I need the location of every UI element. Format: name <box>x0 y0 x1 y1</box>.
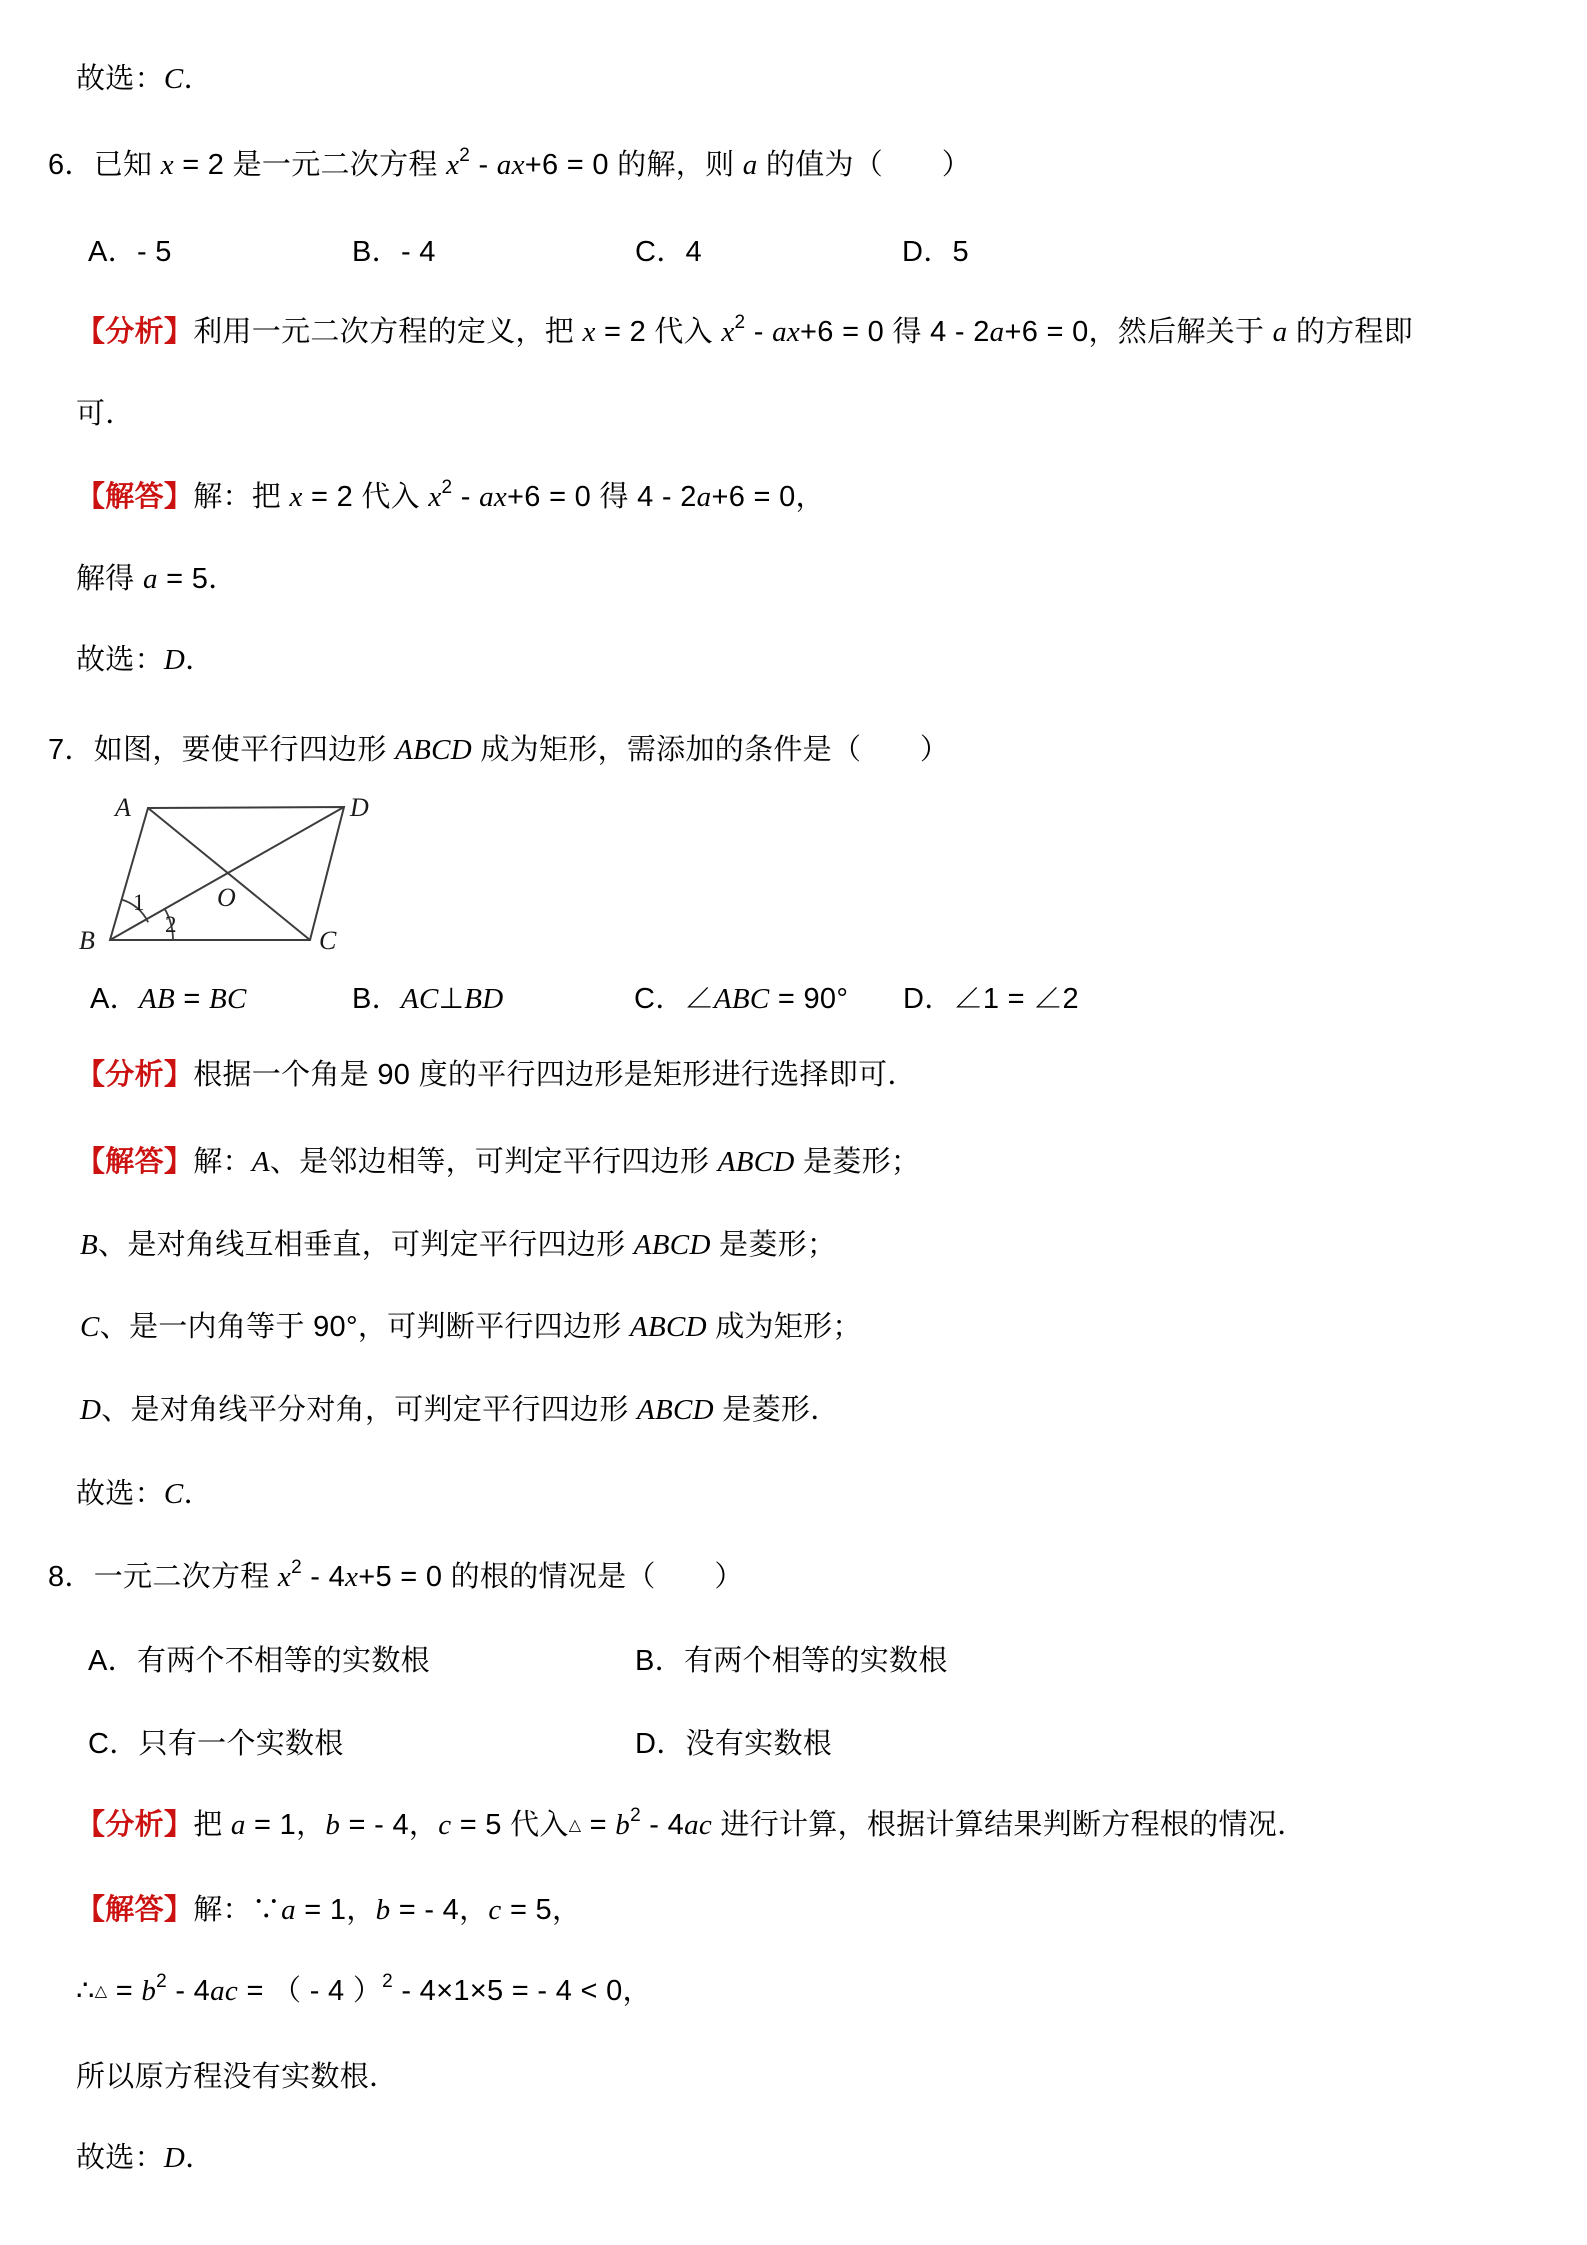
q8-option-c <box>88 1725 344 1763</box>
text-run: 2 <box>382 1971 393 1992</box>
text-run: 的方程即 <box>1287 316 1414 348</box>
text-run: 、是对角线互相垂直，可判定平行四边形 <box>98 1229 634 1261</box>
q7-option-b <box>352 980 503 1018</box>
text-run: = 5， <box>501 1894 582 1926</box>
text-run: ⊥ <box>438 983 465 1015</box>
text-run: - 4 <box>167 1975 211 2007</box>
q7-solution-option-d <box>80 1391 840 1429</box>
text-run: - 4×1×5 = - 4 < 0， <box>393 1975 652 2007</box>
text-run: 2 <box>630 1805 641 1826</box>
text-run: 成为矩形； <box>706 1311 862 1343</box>
text-run: = 90° <box>769 983 849 1015</box>
text-run: = 2 代入 <box>595 316 722 348</box>
section-tag: 【分析】 <box>76 316 194 348</box>
text-run: +6 = 0， <box>711 481 825 513</box>
text-run: +6 = 0 的解，则 <box>524 149 743 181</box>
text-run: = <box>174 983 209 1015</box>
text-run: BC <box>208 983 247 1015</box>
text-run: b <box>325 1809 341 1841</box>
text-run: c <box>438 1809 452 1841</box>
text-run: ABCD <box>395 734 473 766</box>
q7-analysis <box>76 1056 917 1094</box>
text-run: x <box>446 149 460 181</box>
vertex-label-b: B <box>79 926 95 955</box>
text-run: = 5 代入 <box>451 1809 569 1841</box>
text-run: A． <box>90 983 139 1015</box>
text-run: A．- 5 <box>88 236 172 268</box>
text-run: C <box>163 1478 184 1510</box>
text-run: △ <box>568 1817 582 1834</box>
q7-solution-option-b <box>80 1226 836 1264</box>
text-run: 解：∵ <box>193 1894 282 1926</box>
q8-analysis <box>76 1806 1306 1849</box>
text-run: 解： <box>193 1146 252 1178</box>
text-run: 8．一元二次方程 <box>48 1561 278 1593</box>
text-run: b <box>375 1894 391 1926</box>
text-run: a <box>1272 316 1288 348</box>
text-run: = <box>581 1809 616 1841</box>
text-run: +6 = 0 得 4 - 2 <box>800 316 990 348</box>
q7-option-c <box>634 980 848 1018</box>
q7-option-a <box>90 980 247 1018</box>
text-run: ac <box>210 1975 239 2007</box>
text-run: ∴ <box>76 1975 95 2007</box>
q7-solution-option-a <box>76 1143 920 1181</box>
text-run: a <box>696 481 712 513</box>
text-run: ABCD <box>633 1229 711 1261</box>
text-run: x <box>582 316 596 348</box>
text-run: 2 <box>291 1557 302 1578</box>
q7-stem <box>48 731 949 769</box>
text-run: - <box>470 149 497 181</box>
diagonal-bd <box>110 807 344 940</box>
q8-solution-line2 <box>76 1972 652 2015</box>
text-run: 2 <box>441 477 453 498</box>
text-run: 、是邻边相等，可判定平行四边形 <box>269 1146 718 1178</box>
text-run: x <box>721 316 735 348</box>
text-run: ax <box>772 316 801 348</box>
text-run: 所以原方程没有实数根． <box>76 2061 399 2093</box>
text-run: - 4 <box>640 1809 685 1841</box>
q6-solution-line2 <box>76 560 237 598</box>
vertex-label-a: A <box>115 793 131 822</box>
text-run: C <box>80 1311 100 1343</box>
text-run: 解：把 <box>193 481 290 513</box>
text-run: AB <box>138 983 175 1015</box>
text-run: ax <box>479 481 508 513</box>
text-run: ax <box>496 149 525 181</box>
text-run: a <box>742 149 758 181</box>
text-run: 的值为（ ） <box>757 149 972 181</box>
text-run: D．5 <box>902 236 969 268</box>
text-run: B． <box>352 983 401 1015</box>
text-run: ． <box>185 2142 215 2174</box>
q6-option-b <box>352 233 436 271</box>
section-tag: 【分析】 <box>76 1809 194 1841</box>
text-run: BD <box>464 983 504 1015</box>
text-run: D．没有实数根 <box>635 1728 833 1760</box>
text-run: = 1， <box>245 1809 326 1841</box>
q8-solution-line1 <box>76 1891 581 1929</box>
text-run: x <box>345 1561 359 1593</box>
text-run: = 5． <box>157 563 238 595</box>
text-run: 是菱形； <box>794 1146 921 1178</box>
text-run: a <box>281 1894 296 1926</box>
text-run: a <box>142 563 158 595</box>
text-run: 是菱形； <box>710 1229 837 1261</box>
text-run: C．4 <box>635 236 702 268</box>
center-label-o: O <box>217 883 236 912</box>
text-run: C．∠ <box>634 983 714 1015</box>
text-run: 故选： <box>76 2142 164 2174</box>
text-run: 6．已知 <box>48 149 161 181</box>
text-run: x <box>289 481 303 513</box>
q8-option-a <box>88 1642 430 1680</box>
text-run: 故选： <box>76 63 164 95</box>
vertex-label-d: D <box>350 793 369 822</box>
text-run: = 2 代入 <box>302 481 429 513</box>
q6-analysis-line1 <box>76 313 1413 355</box>
text-run: 、是一内角等于 90°，可判断平行四边形 <box>99 1311 630 1343</box>
text-run: 2 <box>459 145 471 166</box>
q6-analysis-line2 <box>76 395 135 433</box>
text-run: D <box>163 2142 186 2174</box>
q8-option-d <box>635 1725 832 1763</box>
text-run: = （ - 4 ） <box>238 1975 383 2007</box>
text-run: B <box>80 1229 99 1261</box>
text-run: C <box>163 63 184 95</box>
q8-option-b <box>635 1642 948 1680</box>
text-run: x <box>277 1561 292 1593</box>
text-run: 是菱形． <box>713 1394 840 1426</box>
text-run: D <box>163 644 186 676</box>
text-run: = - 4， <box>340 1809 439 1841</box>
q7-parallelogram-figure <box>55 786 385 971</box>
text-run: +5 = 0 的根的情况是（ ） <box>358 1561 744 1593</box>
text-run: 2 <box>734 312 746 333</box>
text-run: △ <box>94 1983 108 2000</box>
q6-answer-line <box>76 641 214 679</box>
text-run: 可． <box>76 398 135 430</box>
q8-answer-line <box>76 2139 214 2177</box>
text-run: 根据一个角是 90 度的平行四边形是矩形进行选择即可． <box>193 1059 917 1091</box>
q6-stem <box>48 146 971 188</box>
text-run: - 4 <box>301 1561 346 1593</box>
text-run: = 1， <box>295 1894 376 1926</box>
text-run: - <box>745 316 773 348</box>
text-run: ABC <box>713 983 770 1015</box>
text-run: +6 = 0，然后解关于 <box>1004 316 1273 348</box>
q7-option-d <box>903 980 1079 1018</box>
text-run: 、是对角线平分对角，可判定平行四边形 <box>101 1394 638 1426</box>
text-run: D <box>80 1394 102 1426</box>
q6-option-a <box>88 233 172 271</box>
text-run: a <box>989 316 1005 348</box>
text-run: 7．如图，要使平行四边形 <box>48 734 396 766</box>
text-run: 故选： <box>76 1478 164 1510</box>
q6-option-c <box>635 233 702 271</box>
text-run: x <box>428 481 442 513</box>
text-run: = - 4， <box>390 1894 489 1926</box>
q7-answer-line <box>76 1475 213 1513</box>
vertex-label-c: C <box>319 926 337 955</box>
text-run: b <box>141 1975 157 2007</box>
prev-answer-line <box>76 60 213 98</box>
text-run: AC <box>400 983 439 1015</box>
text-run: b <box>615 1809 631 1841</box>
text-run: A．有两个不相等的实数根 <box>88 1645 430 1677</box>
text-run: ． <box>183 1478 213 1510</box>
q8-stem <box>48 1558 744 1600</box>
text-run: 把 <box>193 1809 231 1841</box>
section-tag: 【解答】 <box>76 1146 194 1178</box>
text-run: ABCD <box>717 1146 795 1178</box>
text-run: D．∠1 = ∠2 <box>903 983 1079 1015</box>
angle-2-label: 2 <box>165 912 177 937</box>
text-run: B．- 4 <box>352 236 436 268</box>
text-run: a <box>230 1809 246 1841</box>
text-run: = 2 是一元二次方程 <box>173 149 447 181</box>
text-run: 故选： <box>76 644 164 676</box>
q6-option-d <box>902 233 969 271</box>
text-run: 成为矩形，需添加的条件是（ ） <box>472 734 950 766</box>
text-run: ABCD <box>629 1311 707 1343</box>
text-run: +6 = 0 得 4 - 2 <box>507 481 697 513</box>
text-run: x <box>160 149 174 181</box>
section-tag: 【解答】 <box>76 1894 194 1926</box>
text-run: ． <box>183 63 213 95</box>
q8-solution-line3 <box>76 2058 398 2096</box>
text-run: c <box>488 1894 502 1926</box>
text-run: 利用一元二次方程的定义，把 <box>193 316 583 348</box>
text-run: ac <box>684 1809 713 1841</box>
text-run: C．只有一个实数根 <box>88 1728 344 1760</box>
text-run: = <box>107 1975 142 2007</box>
q7-solution-option-c <box>80 1308 862 1346</box>
section-tag: 【解答】 <box>76 481 194 513</box>
text-run: B．有两个相等的实数根 <box>635 1645 948 1677</box>
section-tag: 【分析】 <box>76 1059 194 1091</box>
text-run: 2 <box>156 1971 168 1992</box>
angle-1-label: 1 <box>133 890 145 915</box>
q6-solution-line1 <box>76 478 825 520</box>
text-run: 进行计算，根据计算结果判断方程根的情况． <box>712 1809 1307 1841</box>
text-run: A <box>251 1146 270 1178</box>
text-run: 解得 <box>76 563 143 595</box>
text-run: ABCD <box>637 1394 714 1426</box>
text-run: - <box>452 481 480 513</box>
text-run: ． <box>185 644 215 676</box>
